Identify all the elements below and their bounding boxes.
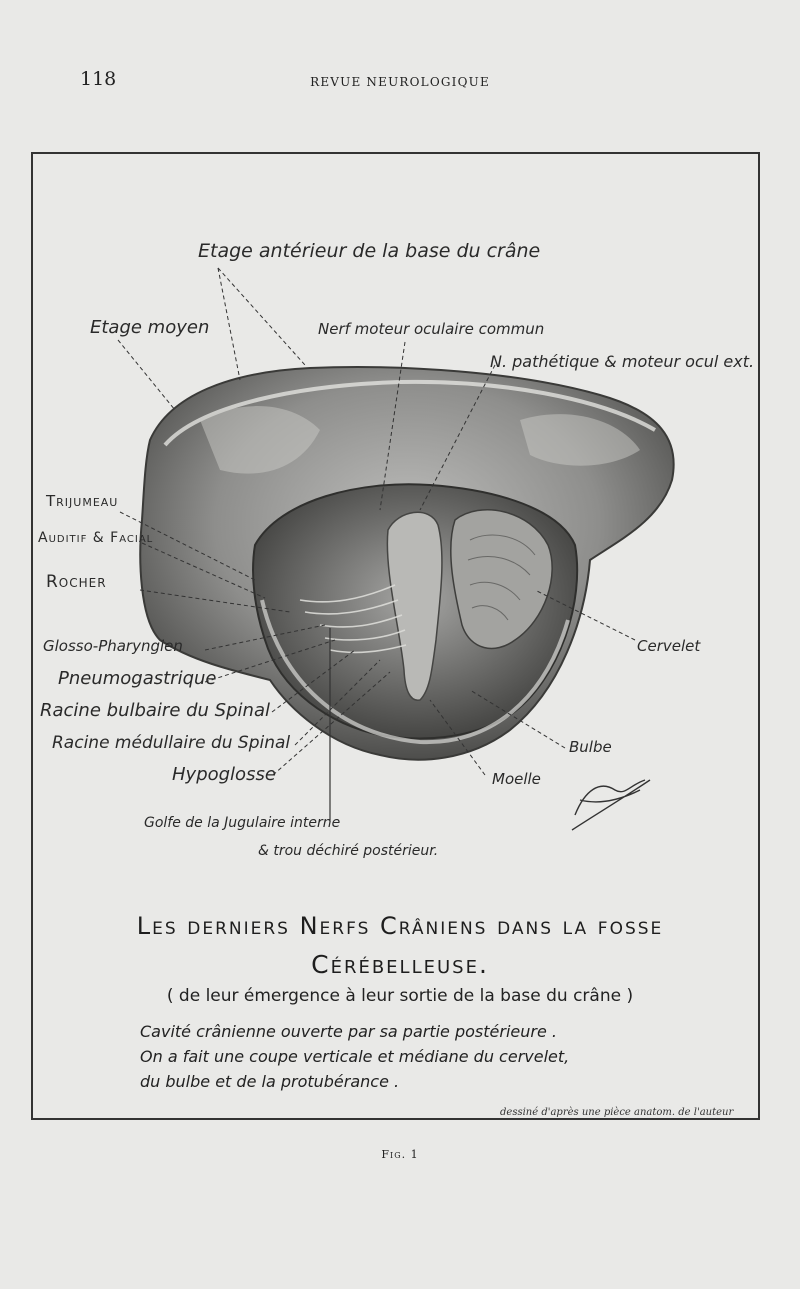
label-trou-dechire: & trou déchiré postérieur. xyxy=(258,843,439,859)
label-nerf-moteur-oculaire: Nerf moteur oculaire commun xyxy=(318,320,545,338)
label-cervelet: Cervelet xyxy=(637,637,701,655)
label-n-pathetique: N. pathétique & moteur ocul ext. xyxy=(490,352,755,371)
figure-caption: Fig. 1 xyxy=(381,1148,419,1161)
label-racine-medullaire: Racine médullaire du Spinal xyxy=(52,733,291,753)
figure-subtitle: ( de leur émergence à leur sortie de la base du crâne ) xyxy=(166,986,634,1006)
figure-title-line1: Les derniers Nerfs Crâniens dans la fosse xyxy=(136,912,664,940)
label-etage-moyen: Etage moyen xyxy=(90,317,210,338)
description-line-2: On a fait une coupe verticale et médiane du cervelet, xyxy=(140,1047,570,1066)
label-rocher: Rocher xyxy=(46,572,107,592)
drawing-credit: dessiné d'après une pièce anatom. de l'auteur xyxy=(500,1107,734,1118)
label-pneumogastrique: Pneumogastrique xyxy=(58,668,217,689)
label-hypoglosse: Hypoglosse xyxy=(172,764,276,785)
figure-title-line2: Cérébelleuse. xyxy=(311,950,489,979)
label-golfe-jugulaire: Golfe de la Jugulaire interne xyxy=(144,815,341,831)
page-number: 118 xyxy=(80,68,117,90)
label-bulbe: Bulbe xyxy=(569,738,612,756)
description-line-3: du bulbe et de la protubérance . xyxy=(140,1072,400,1091)
artist-signature xyxy=(572,780,650,830)
label-glosso-pharyngien: Glosso-Pharyngien xyxy=(43,637,183,655)
label-moelle: Moelle xyxy=(492,770,541,788)
label-trijumeau: Trijumeau xyxy=(46,492,119,510)
running-head: REVUE NEUROLOGIQUE xyxy=(310,75,490,89)
label-auditif-facial: Auditif & Facial xyxy=(38,530,154,546)
label-racine-bulbaire: Racine bulbaire du Spinal xyxy=(40,700,270,721)
label-etage-anterieur: Etage antérieur de la base du crâne xyxy=(198,240,541,262)
description-line-1: Cavité crânienne ouverte par sa partie postérieure . xyxy=(140,1022,557,1041)
